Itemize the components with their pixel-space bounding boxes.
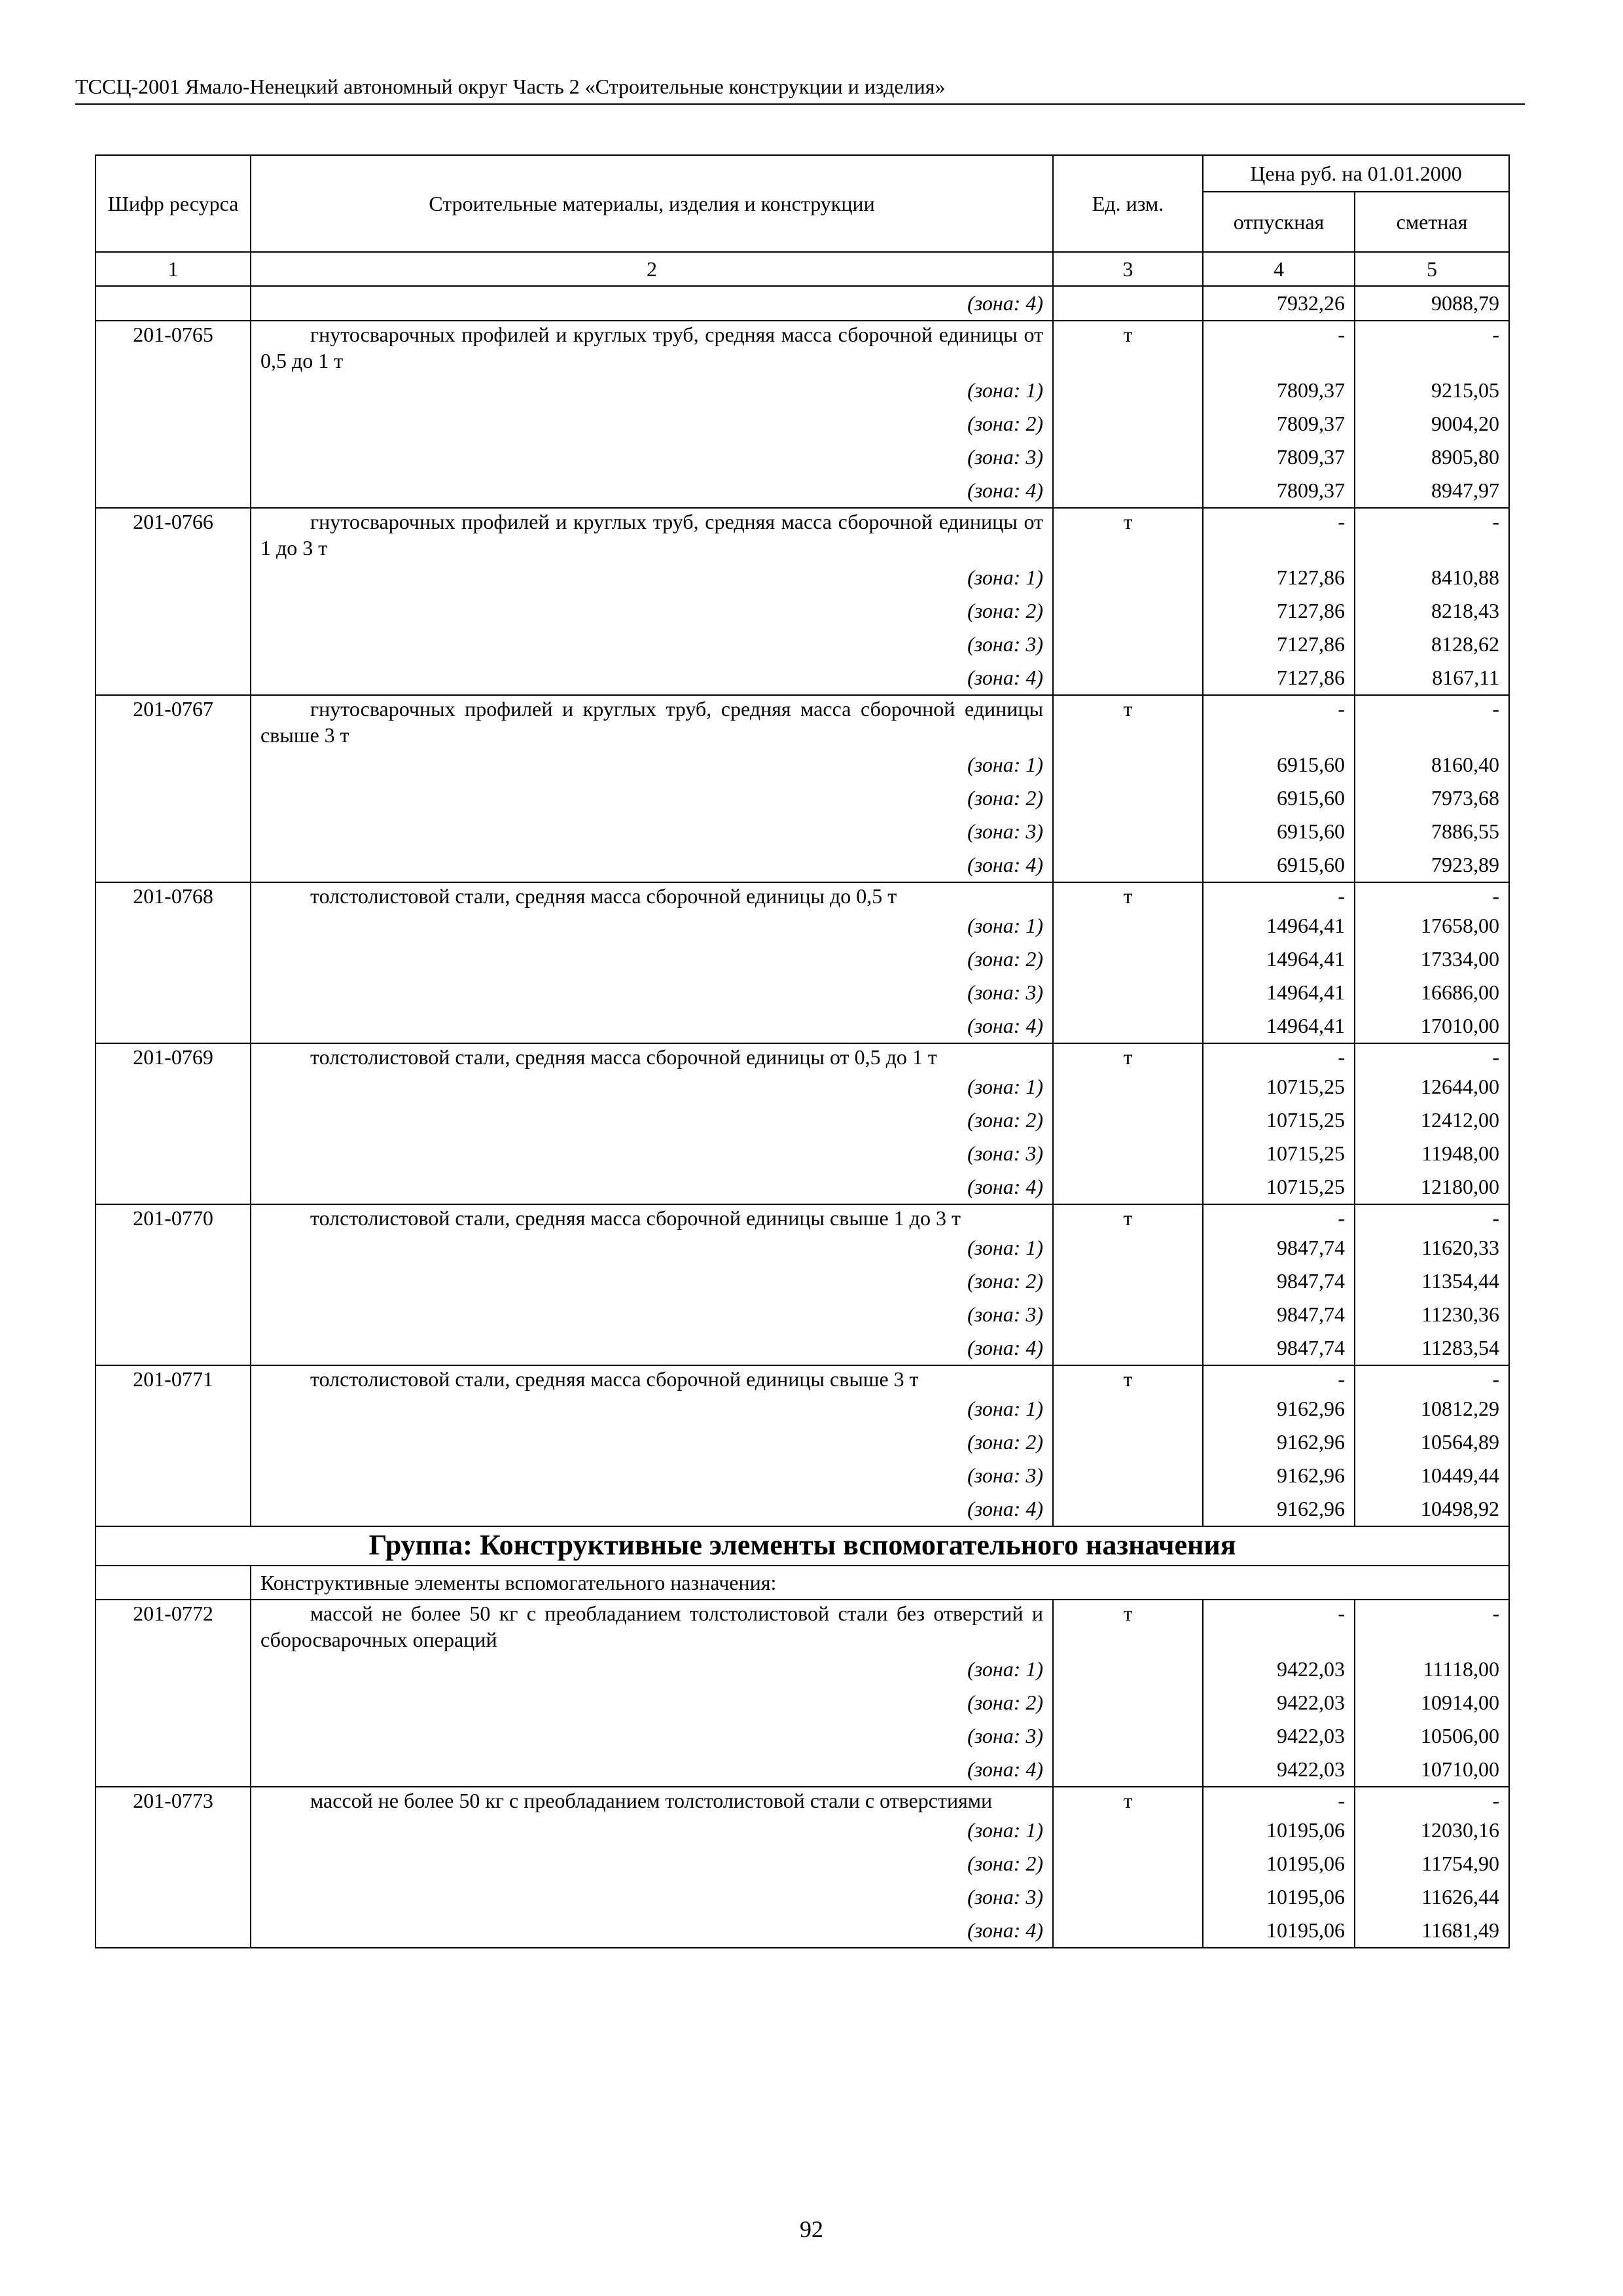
- release-price: 9162,96: [1203, 1392, 1355, 1426]
- zone-label: (зона: 4): [251, 1170, 1053, 1204]
- unit-cell: т: [1053, 1787, 1203, 1814]
- code-cell: [96, 1392, 251, 1426]
- resource-code: 201-0773: [96, 1787, 251, 1814]
- estimate-price: 16686,00: [1355, 976, 1509, 1009]
- estimate-price: 10506,00: [1355, 1719, 1509, 1753]
- item-description: гнутосварочных профилей и круглых труб, средняя масса сборочной единицы от 0,5 до 1 т: [251, 321, 1053, 374]
- unit-cell: [1053, 661, 1203, 695]
- estimate-price: 9088,79: [1355, 286, 1509, 321]
- estimate-price: 7886,55: [1355, 815, 1509, 848]
- release-price: 9162,96: [1203, 1426, 1355, 1459]
- zone-label: (зона: 4): [251, 1331, 1053, 1365]
- release-price: 10715,25: [1203, 1070, 1355, 1103]
- unit-cell: [1053, 1719, 1203, 1753]
- release-price: 7932,26: [1203, 286, 1355, 321]
- zone-label: (зона: 2): [251, 1103, 1053, 1137]
- estimate-price: 12180,00: [1355, 1170, 1509, 1204]
- zone-row: [96, 1170, 1509, 1204]
- code-cell: [96, 374, 251, 407]
- zone-row: [96, 374, 1509, 407]
- zone-label: (зона: 1): [251, 1231, 1053, 1265]
- zone-label: (зона: 2): [251, 781, 1053, 815]
- resource-code: 201-0771: [96, 1365, 251, 1392]
- release-price: 14964,41: [1203, 909, 1355, 942]
- zone-label: (зона: 4): [251, 661, 1053, 695]
- code-cell: [96, 942, 251, 976]
- estimate-price: -: [1355, 1365, 1509, 1392]
- resource-code: 201-0765: [96, 321, 251, 374]
- zone-row: [96, 1914, 1509, 1948]
- release-price: 9422,03: [1203, 1753, 1355, 1787]
- group-title: Группа: Конструктивные элементы вспомогательного назначения: [96, 1526, 1509, 1566]
- estimate-price: 11754,90: [1355, 1847, 1509, 1880]
- estimate-price: -: [1355, 1043, 1509, 1070]
- zone-row: [96, 976, 1509, 1009]
- zone-row: [96, 440, 1509, 474]
- estimate-price: 8905,80: [1355, 440, 1509, 474]
- resource-code: 201-0770: [96, 1204, 251, 1231]
- zone-row: [96, 1009, 1509, 1043]
- code-cell: [96, 1914, 251, 1948]
- zone-label: (зона: 3): [251, 1880, 1053, 1914]
- zone-row: [96, 815, 1509, 848]
- zone-label: (зона: 1): [251, 1392, 1053, 1426]
- estimate-price: -: [1355, 1787, 1509, 1814]
- unit-cell: [1053, 440, 1203, 474]
- code-cell: [96, 407, 251, 440]
- code-cell: [96, 1653, 251, 1686]
- release-price: 9162,96: [1203, 1459, 1355, 1492]
- release-price: 7127,86: [1203, 561, 1355, 594]
- code-cell: [96, 1009, 251, 1043]
- release-price: 6915,60: [1203, 848, 1355, 882]
- zone-row: [96, 1653, 1509, 1686]
- code-cell: [96, 1847, 251, 1880]
- release-price: 10715,25: [1203, 1137, 1355, 1170]
- code-cell: [96, 848, 251, 882]
- zone-row: [96, 942, 1509, 976]
- unit-cell: [1053, 1298, 1203, 1331]
- estimate-price: -: [1355, 1600, 1509, 1653]
- zone-label: (зона: 4): [251, 1492, 1053, 1526]
- estimate-price: -: [1355, 321, 1509, 374]
- release-price: -: [1203, 1043, 1355, 1070]
- zone-label: (зона: 3): [251, 976, 1053, 1009]
- item-row: [96, 321, 1509, 374]
- resource-code: 201-0772: [96, 1600, 251, 1653]
- unit-cell: [1053, 1814, 1203, 1847]
- zone-label: (зона: 2): [251, 594, 1053, 628]
- zone-row: [96, 661, 1509, 695]
- unit-cell: т: [1053, 1365, 1203, 1392]
- col-header-price-group: Цена руб. на 01.01.2000: [1203, 155, 1509, 192]
- unit-cell: [1053, 1753, 1203, 1787]
- item-description: толстолистовой стали, средняя масса сборочной единицы свыше 3 т: [251, 1365, 1053, 1392]
- unit-cell: [1053, 1070, 1203, 1103]
- release-price: 7809,37: [1203, 407, 1355, 440]
- col-number: 1: [96, 252, 251, 286]
- unit-cell: [1053, 1137, 1203, 1170]
- release-price: 9847,74: [1203, 1265, 1355, 1298]
- estimate-price: 12644,00: [1355, 1070, 1509, 1103]
- zone-row: [96, 1814, 1509, 1847]
- estimate-price: 8167,11: [1355, 661, 1509, 695]
- unit-cell: [1053, 1103, 1203, 1137]
- unit-cell: [1053, 1265, 1203, 1298]
- release-price: -: [1203, 321, 1355, 374]
- col-header-estimate-price: сметная: [1355, 192, 1509, 252]
- estimate-price: 11620,33: [1355, 1231, 1509, 1265]
- zone-row: [96, 1265, 1509, 1298]
- zone-label: (зона: 3): [251, 1137, 1053, 1170]
- unit-cell: [1053, 1653, 1203, 1686]
- code-cell: [96, 1492, 251, 1526]
- zone-row: [96, 1753, 1509, 1787]
- code-cell: [96, 1103, 251, 1137]
- estimate-price: 11626,44: [1355, 1880, 1509, 1914]
- zone-row: [96, 1103, 1509, 1137]
- code-cell: [96, 748, 251, 781]
- release-price: -: [1203, 1365, 1355, 1392]
- page-number: 92: [800, 2216, 823, 2242]
- item-description: массой не более 50 кг с преобладанием толстолистовой стали без отверстий и сборосварочных операций: [251, 1600, 1053, 1653]
- code-cell: [96, 909, 251, 942]
- unit-cell: [1053, 909, 1203, 942]
- carry-over-row: [96, 286, 1509, 321]
- unit-cell: т: [1053, 321, 1203, 374]
- code-cell: [96, 1719, 251, 1753]
- table-body-section-b: [96, 1600, 1509, 1948]
- zone-label: (зона: 2): [251, 407, 1053, 440]
- code-cell: [96, 976, 251, 1009]
- unit-cell: т: [1053, 1043, 1203, 1070]
- price-table: [95, 154, 1510, 1948]
- estimate-price: 9215,05: [1355, 374, 1509, 407]
- estimate-price: -: [1355, 695, 1509, 748]
- code-cell: [96, 1566, 251, 1600]
- zone-label: (зона: 3): [251, 628, 1053, 661]
- zone-label: (зона: 3): [251, 1298, 1053, 1331]
- unit-cell: [1053, 1914, 1203, 1948]
- release-price: 6915,60: [1203, 815, 1355, 848]
- zone-row: [96, 1392, 1509, 1426]
- code-cell: [96, 1753, 251, 1787]
- item-row: [96, 1204, 1509, 1231]
- zone-row: [96, 1686, 1509, 1719]
- unit-cell: [1053, 1231, 1203, 1265]
- zone-label: (зона: 4): [251, 1753, 1053, 1787]
- item-row: [96, 1043, 1509, 1070]
- zone-row: [96, 1426, 1509, 1459]
- release-price: 10195,06: [1203, 1814, 1355, 1847]
- estimate-price: 11681,49: [1355, 1914, 1509, 1948]
- release-price: 10195,06: [1203, 1914, 1355, 1948]
- group-subtitle: Конструктивные элементы вспомогательного назначения:: [251, 1566, 1509, 1600]
- col-number: 5: [1355, 252, 1509, 286]
- unit-cell: т: [1053, 695, 1203, 748]
- zone-label: (зона: 1): [251, 374, 1053, 407]
- unit-cell: [1053, 1392, 1203, 1426]
- estimate-price: 17658,00: [1355, 909, 1509, 942]
- code-cell: [96, 286, 251, 321]
- unit-cell: т: [1053, 508, 1203, 561]
- release-price: 9422,03: [1203, 1686, 1355, 1719]
- unit-cell: [1053, 474, 1203, 508]
- unit-cell: [1053, 1426, 1203, 1459]
- zone-row: [96, 1070, 1509, 1103]
- zone-label: (зона: 1): [251, 1653, 1053, 1686]
- release-price: 9422,03: [1203, 1719, 1355, 1753]
- zone-row: [96, 1459, 1509, 1492]
- resource-code: 201-0766: [96, 508, 251, 561]
- unit-cell: [1053, 561, 1203, 594]
- item-row: [96, 1787, 1509, 1814]
- release-price: 7809,37: [1203, 374, 1355, 407]
- unit-cell: [1053, 594, 1203, 628]
- estimate-price: 10812,29: [1355, 1392, 1509, 1426]
- zone-row: [96, 1880, 1509, 1914]
- zone-label: (зона: 4): [251, 474, 1053, 508]
- release-price: 10195,06: [1203, 1847, 1355, 1880]
- release-price: 7127,86: [1203, 628, 1355, 661]
- col-number: 2: [251, 252, 1053, 286]
- unit-cell: [1053, 628, 1203, 661]
- unit-cell: т: [1053, 882, 1203, 909]
- resource-code: 201-0767: [96, 695, 251, 748]
- zone-label: (зона: 3): [251, 440, 1053, 474]
- zone-row: [96, 561, 1509, 594]
- estimate-price: 8128,62: [1355, 628, 1509, 661]
- zone-row: [96, 407, 1509, 440]
- code-cell: [96, 1880, 251, 1914]
- release-price: 9847,74: [1203, 1231, 1355, 1265]
- estimate-price: 10710,00: [1355, 1753, 1509, 1787]
- zone-row: [96, 474, 1509, 508]
- release-price: 7809,37: [1203, 474, 1355, 508]
- col-header-name: Строительные материалы, изделия и конструкции: [251, 155, 1053, 252]
- group-section: [96, 1526, 1509, 1600]
- zone-row: [96, 1719, 1509, 1753]
- code-cell: [96, 594, 251, 628]
- estimate-price: 7973,68: [1355, 781, 1509, 815]
- estimate-price: 12030,16: [1355, 1814, 1509, 1847]
- zone-label: (зона: 4): [251, 286, 1053, 321]
- estimate-price: 8218,43: [1355, 594, 1509, 628]
- col-header-unit: Ед. изм.: [1053, 155, 1203, 252]
- zone-label: (зона: 4): [251, 1009, 1053, 1043]
- release-price: 7127,86: [1203, 594, 1355, 628]
- item-row: [96, 508, 1509, 561]
- unit-cell: [1053, 1880, 1203, 1914]
- code-cell: [96, 1298, 251, 1331]
- col-header-release-price: отпускная: [1203, 192, 1355, 252]
- item-row: [96, 1365, 1509, 1392]
- zone-label: (зона: 2): [251, 942, 1053, 976]
- zone-label: (зона: 4): [251, 848, 1053, 882]
- estimate-price: -: [1355, 1204, 1509, 1231]
- estimate-price: 17334,00: [1355, 942, 1509, 976]
- zone-row: [96, 781, 1509, 815]
- unit-cell: [1053, 1686, 1203, 1719]
- estimate-price: 8160,40: [1355, 748, 1509, 781]
- unit-cell: [1053, 781, 1203, 815]
- zone-label: (зона: 1): [251, 1814, 1053, 1847]
- release-price: 9422,03: [1203, 1653, 1355, 1686]
- zone-label: (зона: 3): [251, 1719, 1053, 1753]
- item-description: толстолистовой стали, средняя масса сборочной единицы от 0,5 до 1 т: [251, 1043, 1053, 1070]
- zone-label: (зона: 1): [251, 909, 1053, 942]
- release-price: 9847,74: [1203, 1331, 1355, 1365]
- code-cell: [96, 474, 251, 508]
- code-cell: [96, 1331, 251, 1365]
- code-cell: [96, 1070, 251, 1103]
- zone-row: [96, 1231, 1509, 1265]
- release-price: 6915,60: [1203, 748, 1355, 781]
- unit-cell: [1053, 848, 1203, 882]
- item-row: [96, 695, 1509, 748]
- release-price: -: [1203, 695, 1355, 748]
- estimate-price: 10914,00: [1355, 1686, 1509, 1719]
- item-description: толстолистовой стали, средняя масса сборочной единицы свыше 1 до 3 т: [251, 1204, 1053, 1231]
- code-cell: [96, 1814, 251, 1847]
- zone-row: [96, 1298, 1509, 1331]
- unit-cell: [1053, 1170, 1203, 1204]
- resource-code: 201-0769: [96, 1043, 251, 1070]
- release-price: -: [1203, 1787, 1355, 1814]
- estimate-price: 12412,00: [1355, 1103, 1509, 1137]
- code-cell: [96, 1231, 251, 1265]
- release-price: 7809,37: [1203, 440, 1355, 474]
- release-price: -: [1203, 882, 1355, 909]
- zone-label: (зона: 3): [251, 1459, 1053, 1492]
- estimate-price: 10564,89: [1355, 1426, 1509, 1459]
- code-cell: [96, 628, 251, 661]
- estimate-price: 8410,88: [1355, 561, 1509, 594]
- item-description: массой не более 50 кг с преобладанием толстолистовой стали с отверстиями: [251, 1787, 1053, 1814]
- unit-cell: [1053, 942, 1203, 976]
- code-cell: [96, 440, 251, 474]
- unit-cell: [1053, 1847, 1203, 1880]
- unit-cell: [1053, 1009, 1203, 1043]
- code-cell: [96, 815, 251, 848]
- unit-cell: [1053, 1459, 1203, 1492]
- release-price: 9162,96: [1203, 1492, 1355, 1526]
- code-cell: [96, 1137, 251, 1170]
- release-price: 14964,41: [1203, 976, 1355, 1009]
- unit-cell: т: [1053, 1600, 1203, 1653]
- zone-label: (зона: 4): [251, 1914, 1053, 1948]
- estimate-price: 7923,89: [1355, 848, 1509, 882]
- item-description: гнутосварочных профилей и круглых труб, средняя масса сборочной единицы свыше 3 т: [251, 695, 1053, 748]
- zone-label: (зона: 2): [251, 1265, 1053, 1298]
- estimate-price: -: [1355, 508, 1509, 561]
- item-row: [96, 882, 1509, 909]
- estimate-price: 17010,00: [1355, 1009, 1509, 1043]
- release-price: 14964,41: [1203, 1009, 1355, 1043]
- zone-row: [96, 1847, 1509, 1880]
- estimate-price: 11283,54: [1355, 1331, 1509, 1365]
- code-cell: [96, 1265, 251, 1298]
- col-number: 4: [1203, 252, 1355, 286]
- release-price: -: [1203, 1204, 1355, 1231]
- code-cell: [96, 561, 251, 594]
- estimate-price: 11354,44: [1355, 1265, 1509, 1298]
- resource-code: 201-0768: [96, 882, 251, 909]
- unit-cell: т: [1053, 1204, 1203, 1231]
- zone-row: [96, 1137, 1509, 1170]
- zone-row: [96, 1492, 1509, 1526]
- release-price: -: [1203, 508, 1355, 561]
- zone-row: [96, 628, 1509, 661]
- code-cell: [96, 1170, 251, 1204]
- code-cell: [96, 781, 251, 815]
- unit-cell: [1053, 1492, 1203, 1526]
- zone-row: [96, 909, 1509, 942]
- zone-label: (зона: 2): [251, 1847, 1053, 1880]
- unit-cell: [1053, 374, 1203, 407]
- release-price: 6915,60: [1203, 781, 1355, 815]
- release-price: -: [1203, 1600, 1355, 1653]
- zone-row: [96, 1331, 1509, 1365]
- zone-label: (зона: 2): [251, 1686, 1053, 1719]
- zone-label: (зона: 3): [251, 815, 1053, 848]
- release-price: 10195,06: [1203, 1880, 1355, 1914]
- code-cell: [96, 1459, 251, 1492]
- zone-label: (зона: 1): [251, 748, 1053, 781]
- col-header-code: Шифр ресурса: [96, 155, 251, 252]
- table-body-section-a: [96, 286, 1509, 1526]
- release-price: 7127,86: [1203, 661, 1355, 695]
- estimate-price: 11118,00: [1355, 1653, 1509, 1686]
- estimate-price: 9004,20: [1355, 407, 1509, 440]
- unit-cell: [1053, 407, 1203, 440]
- unit-cell: [1053, 286, 1203, 321]
- estimate-price: 11230,36: [1355, 1298, 1509, 1331]
- unit-cell: [1053, 1331, 1203, 1365]
- item-row: [96, 1600, 1509, 1653]
- item-description: толстолистовой стали, средняя масса сборочной единицы до 0,5 т: [251, 882, 1053, 909]
- zone-row: [96, 848, 1509, 882]
- zone-row: [96, 594, 1509, 628]
- estimate-price: -: [1355, 882, 1509, 909]
- zone-label: (зона: 2): [251, 1426, 1053, 1459]
- estimate-price: 10449,44: [1355, 1459, 1509, 1492]
- estimate-price: 11948,00: [1355, 1137, 1509, 1170]
- estimate-price: 10498,92: [1355, 1492, 1509, 1526]
- zone-label: (зона: 1): [251, 561, 1053, 594]
- code-cell: [96, 661, 251, 695]
- release-price: 14964,41: [1203, 942, 1355, 976]
- unit-cell: [1053, 748, 1203, 781]
- release-price: 9847,74: [1203, 1298, 1355, 1331]
- unit-cell: [1053, 815, 1203, 848]
- release-price: 10715,25: [1203, 1170, 1355, 1204]
- zone-row: [96, 748, 1509, 781]
- estimate-price: 8947,97: [1355, 474, 1509, 508]
- zone-label: (зона: 1): [251, 1070, 1053, 1103]
- code-cell: [96, 1686, 251, 1719]
- page-header: ТССЦ-2001 Ямало-Ненецкий автономный округ Часть 2 «Строительные конструкции и изделия»: [75, 73, 1525, 105]
- code-cell: [96, 1426, 251, 1459]
- item-description: гнутосварочных профилей и круглых труб, средняя масса сборочной единицы от 1 до 3 т: [251, 508, 1053, 561]
- col-number: 3: [1053, 252, 1203, 286]
- unit-cell: [1053, 976, 1203, 1009]
- release-price: 10715,25: [1203, 1103, 1355, 1137]
